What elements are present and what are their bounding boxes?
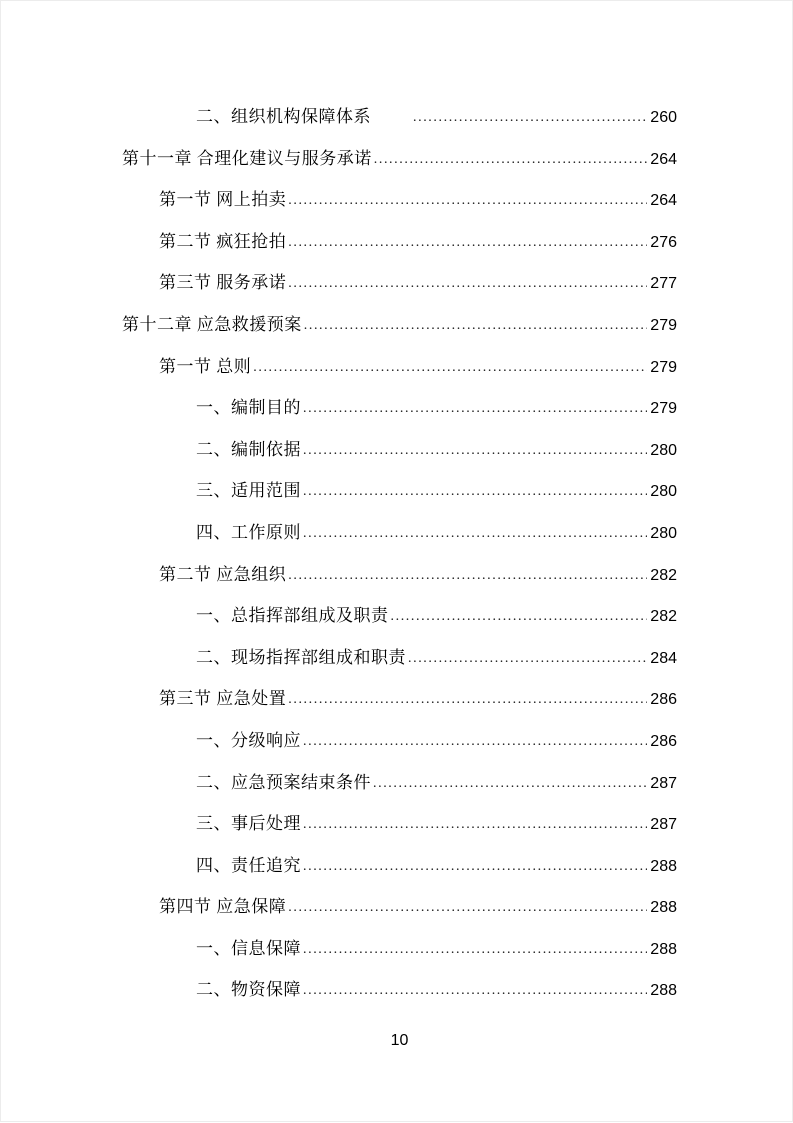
toc-entry[interactable]	[122, 845, 677, 887]
toc-dot-leader	[288, 263, 647, 305]
toc-dot-leader	[303, 846, 647, 888]
toc-dot-leader	[373, 763, 647, 805]
toc-entry-page-number: 287	[650, 774, 677, 792]
toc-entry-title: 三、适用范围	[196, 481, 301, 501]
toc-entry-title: 第十一章 合理化建议与服务承诺	[122, 148, 372, 168]
toc-entry-page-number: 279	[650, 358, 677, 376]
toc-entry[interactable]	[122, 221, 677, 263]
toc-dot-leader	[288, 679, 647, 721]
toc-entry[interactable]	[122, 969, 677, 1011]
toc-entry-title: 四、工作原则	[196, 522, 301, 542]
toc-entry-page-number: 282	[650, 608, 677, 626]
toc-entry-page-number: 276	[650, 233, 677, 251]
toc-entry[interactable]	[122, 928, 677, 970]
toc-dot-leader	[288, 222, 647, 264]
toc-entry-page-number: 288	[650, 982, 677, 1000]
page	[1, 1, 793, 1123]
toc-dot-leader	[288, 180, 647, 222]
toc-entry-title: 一、信息保障	[196, 938, 301, 958]
toc-dot-leader	[408, 638, 647, 680]
toc-entry[interactable]	[122, 387, 677, 429]
toc-dot-leader	[303, 388, 647, 430]
toc-entry-page-number: 264	[650, 192, 677, 210]
toc-entry[interactable]	[122, 96, 677, 138]
toc-entry[interactable]	[122, 470, 677, 512]
toc-entry-title: 二、应急预案结束条件	[196, 772, 371, 792]
toc-dot-leader	[303, 929, 647, 971]
toc-entry-page-number: 282	[650, 566, 677, 584]
toc-entry[interactable]	[122, 179, 677, 221]
toc-dot-leader	[303, 721, 647, 763]
toc-dot-leader	[288, 887, 647, 929]
toc-entry-title: 二、物资保障	[196, 980, 301, 1000]
toc-entry-title: 一、分级响应	[196, 730, 301, 750]
toc-dot-leader	[303, 804, 647, 846]
toc-dot-leader	[253, 347, 647, 389]
toc-entry-title: 第四节 应急保障	[159, 897, 287, 917]
table-of-contents	[122, 96, 677, 1011]
toc-entry-page-number: 284	[650, 649, 677, 667]
toc-entry-title: 第二节 疯狂抢拍	[159, 231, 287, 251]
toc-entry-page-number: 286	[650, 691, 677, 709]
toc-entry-title: 一、编制目的	[196, 398, 301, 418]
toc-entry-page-number: 277	[650, 275, 677, 293]
toc-entry[interactable]	[122, 803, 677, 845]
toc-entry[interactable]	[122, 637, 677, 679]
toc-entry-page-number: 280	[650, 483, 677, 501]
toc-entry-title: 二、编制依据	[196, 439, 301, 459]
toc-entry[interactable]	[122, 886, 677, 928]
toc-entry-page-number: 286	[650, 732, 677, 750]
toc-entry-page-number: 280	[650, 441, 677, 459]
toc-entry[interactable]	[122, 678, 677, 720]
toc-entry-title: 一、总指挥部组成及职责	[196, 606, 389, 626]
toc-entry-title: 三、事后处理	[196, 814, 301, 834]
toc-entry-page-number: 279	[650, 316, 677, 334]
toc-entry-page-number: 260	[650, 109, 677, 126]
toc-entry[interactable]	[122, 304, 677, 346]
toc-entry[interactable]	[122, 429, 677, 471]
toc-entry-title: 第三节 服务承诺	[159, 273, 287, 293]
toc-entry-page-number: 279	[650, 400, 677, 418]
toc-entry-title: 第一节 网上拍卖	[159, 190, 287, 210]
toc-dot-leader	[303, 513, 647, 555]
toc-dot-leader	[391, 596, 648, 638]
toc-entry[interactable]	[122, 346, 677, 388]
toc-entry-page-number: 288	[650, 899, 677, 917]
toc-entry[interactable]	[122, 262, 677, 304]
footer-page-number: 10	[390, 1032, 409, 1049]
toc-entry-title: 第一节 总则	[159, 356, 252, 376]
toc-entry[interactable]	[122, 512, 677, 554]
toc-entry-page-number: 280	[650, 524, 677, 542]
toc-entry-page-number: 288	[650, 857, 677, 875]
toc-entry[interactable]	[122, 554, 677, 596]
toc-dot-leader	[304, 305, 648, 347]
toc-dot-leader	[413, 97, 647, 139]
toc-dot-leader	[303, 471, 647, 513]
toc-entry[interactable]	[122, 138, 677, 180]
toc-dot-leader	[303, 430, 647, 472]
toc-entry-title: 第十二章 应急救援预案	[122, 314, 302, 334]
toc-entry-title: 二、组织机构保障体系	[196, 107, 371, 126]
toc-entry[interactable]	[122, 720, 677, 762]
toc-entry-title: 第二节 应急组织	[159, 564, 287, 584]
toc-dot-leader	[374, 139, 648, 181]
toc-entry-title: 第三节 应急处置	[159, 689, 287, 709]
toc-entry-title: 二、现场指挥部组成和职责	[196, 647, 406, 667]
toc-entry-page-number: 264	[650, 150, 677, 168]
toc-entry-page-number: 287	[650, 816, 677, 834]
toc-entry[interactable]	[122, 595, 677, 637]
toc-entry-page-number: 288	[650, 940, 677, 958]
toc-dot-leader	[288, 555, 647, 597]
toc-entry[interactable]	[122, 762, 677, 804]
toc-dot-leader	[303, 970, 647, 1012]
toc-entry-title: 四、责任追究	[196, 855, 301, 875]
